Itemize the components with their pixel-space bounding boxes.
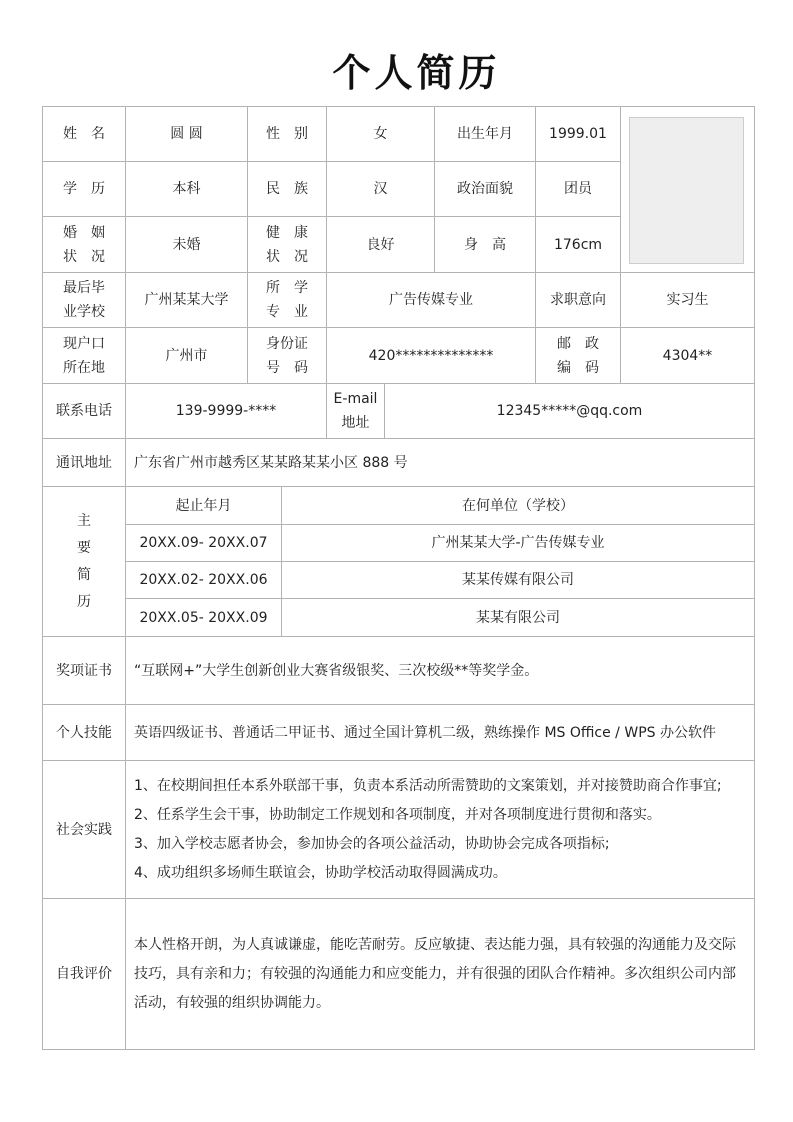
value-postal: 4304** (662, 347, 713, 364)
label-school (43, 273, 125, 327)
value-email: 12345*****@qq.com (496, 403, 643, 419)
label-postal (536, 328, 620, 383)
value-awards: “互联网+”大学生创新创业大赛省级银奖、三次校级**等奖学金。 (134, 662, 539, 679)
label-health-line1: 健 康 (266, 224, 308, 241)
label-height: 身 高 (464, 236, 506, 253)
value-height: 176cm (553, 236, 603, 253)
value-birth: 1999.01 (549, 126, 607, 142)
label-postal-line2: 编 码 (557, 359, 599, 376)
table-border-bottom (42, 1049, 754, 1050)
value-address: 广东省广州市越秀区某某路某某小区 888 号 (134, 454, 408, 471)
label-idcard-line1: 身份证 (266, 335, 308, 352)
label-marital-line2: 状 况 (63, 248, 105, 265)
label-intention: 求职意向 (550, 292, 606, 308)
value-health: 良好 (366, 236, 395, 253)
label-health-line2: 状 况 (266, 248, 308, 265)
value-phone: 139-9999-**** (175, 403, 277, 419)
label-practice: 社会实践 (56, 821, 112, 838)
history-row-3-unit: 某某有限公司 (476, 609, 560, 626)
label-email-line1: E-mail (333, 391, 378, 407)
label-main-history (43, 487, 125, 636)
label-idcard-line2: 号 码 (266, 359, 308, 376)
label-history-char4: 历 (77, 593, 91, 610)
value-political: 团员 (564, 181, 592, 197)
value-skills: 英语四级证书、普通话二甲证书、通过全国计算机二级，熟练操作 MS Office / WPS 办公软件 (134, 724, 716, 741)
practice-item: 2、任系学生会干事，协助制定工作规划和各项制度，并对各项制度进行贯彻和落实。 (134, 806, 661, 823)
value-intention: 实习生 (666, 292, 709, 308)
page-title: 个人简历 (332, 51, 501, 95)
label-postal-line1: 邮 政 (557, 335, 599, 352)
history-row-1-period: 20XX.09- 20XX.07 (139, 535, 268, 551)
label-awards: 奖项证书 (56, 662, 112, 679)
value-idcard: 420************** (368, 347, 494, 364)
history-header-period: 起止年月 (175, 497, 232, 514)
history-row-1-unit: 广州某某大学-广告传媒专业 (431, 535, 605, 551)
practice-item: 4、成功组织多场师生联谊会，协助学校活动取得圆满成功。 (134, 864, 507, 881)
label-school-line1: 最后毕 (63, 280, 105, 296)
label-email (327, 384, 384, 438)
label-hukou-line2: 所在地 (63, 359, 105, 376)
table-border-right (754, 106, 755, 1050)
label-address: 通讯地址 (56, 454, 112, 471)
label-major-line1: 所 学 (266, 280, 308, 296)
history-row-3-period: 20XX.05- 20XX.09 (139, 609, 268, 626)
label-gender: 性 别 (266, 126, 308, 142)
label-education: 学 历 (63, 181, 105, 197)
value-ethnicity: 汉 (373, 181, 388, 197)
label-history-char3: 简 (77, 566, 91, 583)
label-ethnicity: 民 族 (266, 181, 308, 197)
value-gender: 女 (373, 126, 388, 142)
profile-photo (629, 117, 744, 264)
history-header-unit: 在何单位（学校） (462, 497, 574, 514)
label-birth: 出生年月 (457, 126, 513, 142)
label-email-line2: 地址 (341, 415, 370, 431)
value-school: 广州某某大学 (144, 292, 229, 308)
label-history-char2: 要 (77, 539, 91, 556)
label-name: 姓 名 (63, 126, 105, 142)
label-major (248, 273, 326, 327)
label-idcard (248, 328, 326, 383)
value-marital: 未婚 (172, 236, 201, 253)
label-self-eval: 自我评价 (56, 966, 112, 982)
label-school-line2: 业学校 (63, 304, 105, 320)
label-health (248, 217, 326, 272)
history-row-2-unit: 某某传媒有限公司 (462, 572, 574, 588)
history-row-2-period: 20XX.02- 20XX.06 (139, 572, 268, 588)
label-marital-line1: 婚 姻 (63, 224, 105, 241)
label-hukou-line1: 现户口 (63, 335, 105, 352)
label-political: 政治面貌 (457, 181, 513, 197)
label-history-char1: 主 (77, 512, 91, 529)
label-major-line2: 专 业 (266, 304, 308, 320)
label-marital (43, 217, 125, 272)
value-self-eval: 本人性格开朗，为人真诚谦虚，能吃苦耐劳。反应敏捷、表达能力强，具有较强的沟通能力及交际技巧，具有亲和力；有较强的沟通能力和应变能力，并有很强的团队合作精神。多次组织公司内部活动，有较强的组织协调能力。 (134, 936, 736, 1011)
practice-item: 1、在校期间担任本系外联部干事，负责本系活动所需赞助的文案策划，并对接赞助商合作事宜; (134, 777, 722, 794)
practice-list (126, 761, 754, 898)
value-name: 圆 圆 (170, 126, 203, 142)
label-skills: 个人技能 (56, 724, 112, 741)
label-hukou (43, 328, 125, 383)
label-phone: 联系电话 (56, 403, 112, 419)
value-hukou: 广州市 (165, 347, 208, 364)
value-major: 广告传媒专业 (389, 292, 473, 308)
practice-item: 3、加入学校志愿者协会，参加协会的各项公益活动，协助协会完成各项指标; (134, 835, 610, 852)
value-education: 本科 (172, 181, 201, 197)
